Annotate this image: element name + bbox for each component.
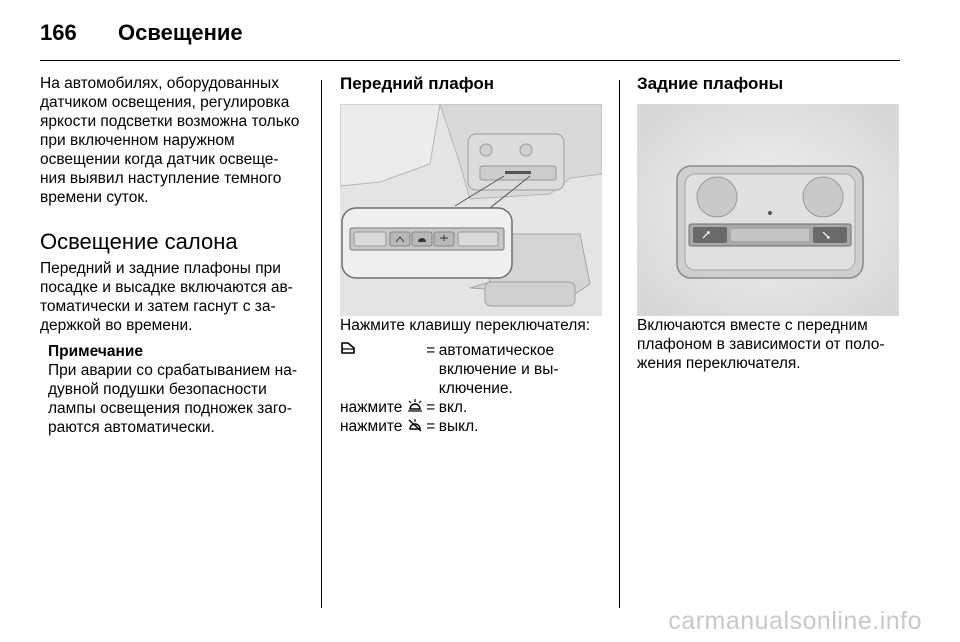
rear-lamp-text: Включаются вместе с передним плафоном в зависимости от поло- жения переключателя.	[637, 317, 885, 372]
lamp-off-icon	[407, 418, 423, 437]
header-rule	[40, 60, 900, 61]
front-lamp-drawing	[340, 104, 602, 316]
table-row: нажмите = выкл.	[340, 417, 602, 436]
row-key-label: нажмите	[340, 399, 403, 416]
lamp-on-icon	[407, 398, 423, 417]
row-description: вкл.	[438, 399, 468, 416]
switch-table	[340, 341, 602, 437]
section-heading-rear: Задние плафоны	[637, 74, 784, 93]
column-divider-2	[619, 80, 620, 608]
watermark: carmanualsonline.info	[668, 607, 922, 635]
row-key-label: нажмите	[340, 418, 403, 436]
table-row: = автоматическое включение и вы- ключение.	[340, 341, 602, 398]
page-header	[40, 20, 900, 44]
rear-lamp-drawing	[637, 104, 899, 316]
front-lamp-illustration	[340, 104, 602, 316]
column-divider-1	[321, 80, 322, 608]
instruction-text: Нажмите клавишу переключателя:	[340, 317, 591, 334]
section-heading-interior: Освещение салона	[40, 229, 238, 254]
rear-lamp-illustration	[637, 104, 899, 316]
intro-paragraph: На автомобилях, оборудованных датчиком освещения, регулировка яркости подсветки возможна только при включенном наружном освещении когда датчик освеще- ния выявил наступление темного времени суток.	[40, 75, 300, 206]
note-title: Примечание	[48, 343, 143, 360]
note-text: При аварии со срабатыванием на- дувной подушки безопасности лампы освещения подножек заго- раются автоматически.	[48, 362, 297, 436]
page-number: 166	[40, 20, 77, 45]
row-description: автоматическое включение и вы- ключение.	[438, 342, 559, 397]
column-left	[40, 74, 306, 437]
interior-paragraph: Передний и задние плафоны при посадке и высадке включаются ав- томатически и затем гаснут с за- держкой во времени.	[40, 260, 293, 334]
page-title: Освещение	[118, 20, 243, 45]
section-heading-front: Передний плафон	[340, 74, 495, 93]
column-middle	[340, 74, 602, 437]
column-right	[637, 74, 900, 373]
note-block	[40, 342, 306, 437]
table-row: нажмите = вкл.	[340, 398, 602, 417]
row-description: выкл.	[438, 418, 479, 436]
door-auto-icon	[340, 341, 356, 360]
